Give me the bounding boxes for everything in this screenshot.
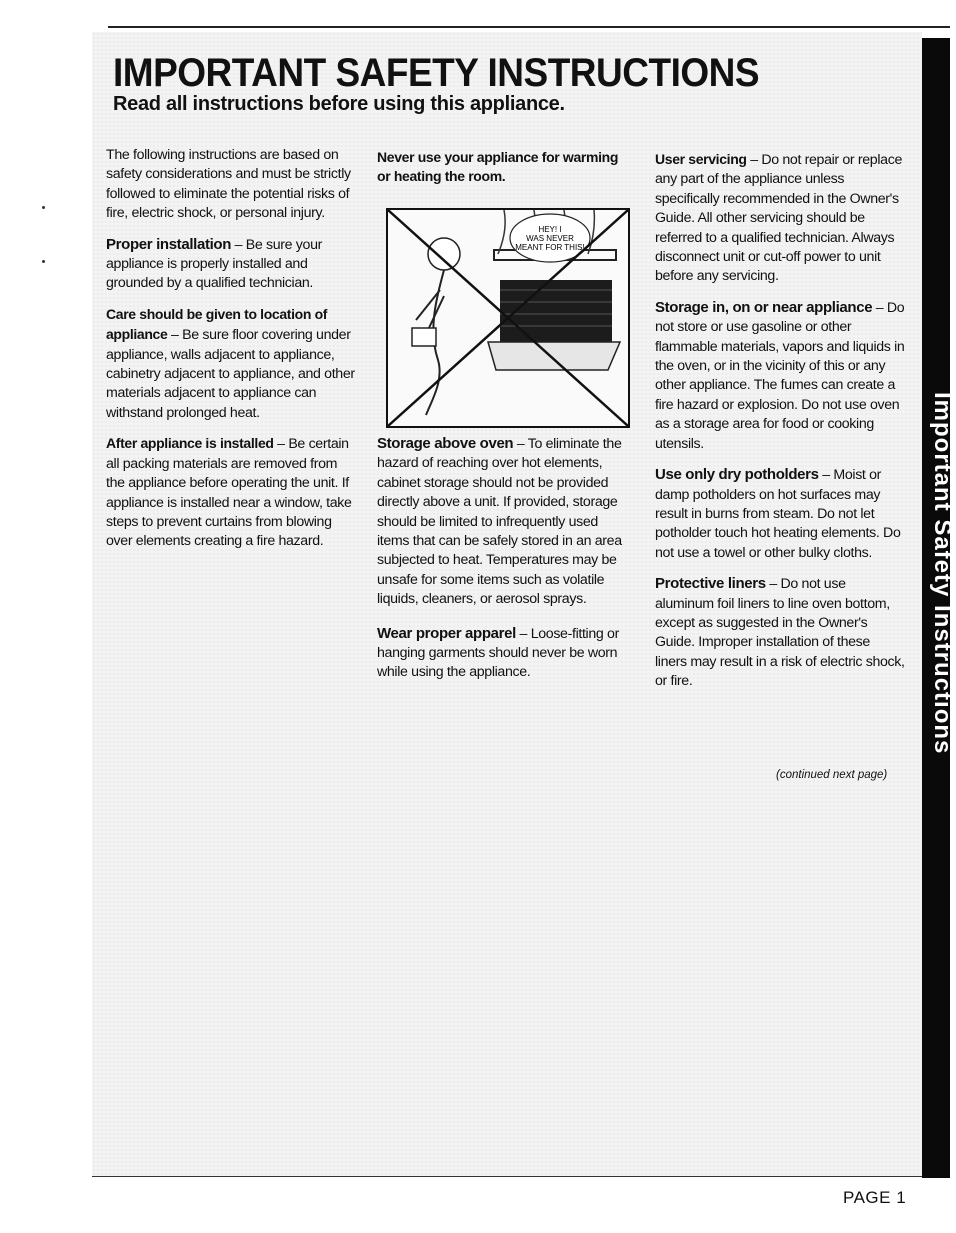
wear-apparel-heading: Wear proper apparel <box>377 624 516 642</box>
top-rule <box>108 26 950 28</box>
proper-installation-paragraph <box>106 235 356 294</box>
no-heating-illustration <box>386 208 630 428</box>
storage-above-paragraph <box>377 434 633 610</box>
figure-head <box>428 238 460 270</box>
after-installed-paragraph <box>106 434 356 551</box>
care-location-paragraph <box>106 305 356 423</box>
wear-apparel-body: – Loose-fitting or hanging garments should never be worn while using the appliance. <box>377 625 619 681</box>
margin-dot <box>42 206 45 209</box>
protective-liners-body: – Do not use aluminum foil liners to line oven bottom, except as suggested in the Owner's Guide. Improper installation of these liners may result in a risk of electric shock, or fire. <box>655 576 905 690</box>
user-servicing-heading: User servicing <box>655 151 747 167</box>
never-use-warning: Never use your appliance for warming or heating the room. <box>377 149 619 185</box>
continued-note: (continued next page) <box>776 769 888 781</box>
page-title: IMPORTANT SAFETY INSTRUCTIONS <box>113 50 760 95</box>
storage-in-paragraph <box>655 298 905 454</box>
margin-dot <box>42 260 45 263</box>
bottom-rule <box>92 1176 922 1177</box>
page-subtitle: Read all instructions before using this appliance. <box>113 93 565 115</box>
care-location-body: – Be sure floor covering under appliance, walls adjacent to appliance, cabinetry adjacent to appliance, and other materials adjacent to appliance can withstand prolonged heat. <box>106 327 355 421</box>
speech-text-line1: HEY! I <box>538 225 562 234</box>
after-installed-heading: After appliance is installed <box>106 435 274 452</box>
user-servicing-body: – Do not repair or replace any part of the appliance unless specifically recommended in the Owner's Guide. All other servicing should be referred to a qualified technician. Always disconnect unit or cut-off power to unit before any servicing. <box>655 152 902 285</box>
wear-apparel-paragraph <box>377 624 633 683</box>
storage-above-body: – To eliminate the hazard of reaching over hot elements, cabinet storage should not be provided directly above a unit. If provided, storage should be limited to infrequently used items that can be safely stored in an area subjected to heat. Temperatures may be unsafe for some items such as volatile liquids, cleaners, or aerosol sprays. <box>377 436 622 608</box>
column-1 <box>106 146 356 563</box>
dry-potholders-heading: Use only dry potholders <box>655 466 819 484</box>
intro-paragraph: The following instructions are based on safety considerations and must be strictly followed to eliminate the potential risks of fire, electric shock, or personal injury. <box>106 147 351 222</box>
after-installed-body: – Be certain all packing materials are removed from the appliance before operating the unit. If appliance is installed near a window, take steps to prevent curtains from blowing over elements creating a fire hazard. <box>106 436 352 550</box>
speech-text-line3: MEANT FOR THIS! <box>515 243 585 252</box>
side-tab-text: Important Safety Instructions <box>929 392 956 755</box>
proper-installation-body: – Be sure your appliance is properly installed and grounded by a qualified technician. <box>106 236 323 292</box>
care-location-heading: Care should be given to location of appliance <box>106 305 328 343</box>
speech-text-line2: WAS NEVER <box>526 234 574 243</box>
protective-liners-heading: Protective liners <box>655 575 766 593</box>
figure-arms <box>416 290 444 330</box>
user-servicing-paragraph <box>655 150 905 287</box>
side-tab <box>922 38 956 1178</box>
storage-in-body: – Do not store or use gasoline or other flammable materials, vapors and liquids in the oven, or in the vicinity of this or any other appliance. The fumes can create a fire hazard or explosion. Do not use oven as a storage area for food or cooking utensils. <box>655 299 905 452</box>
column-2 <box>377 148 633 198</box>
storage-above-heading: Storage above oven <box>377 435 514 452</box>
column-3 <box>655 150 905 703</box>
page-number: PAGE 1 <box>843 1188 907 1207</box>
protective-liners-paragraph <box>655 574 905 691</box>
storage-in-heading: Storage in, on or near appliance <box>655 298 873 316</box>
illustration-svg <box>388 210 628 426</box>
figure-book <box>412 328 436 346</box>
dry-potholders-paragraph <box>655 465 905 563</box>
proper-installation-heading: Proper installation <box>106 235 232 253</box>
oven-base <box>488 342 620 370</box>
column-2-lower <box>377 434 633 694</box>
dry-potholders-body: – Moist or damp potholders on hot surfaces may result in burns from steam. Do not let potholder touch hot heating elements. Do not use a towel or other bulky cloths. <box>655 467 901 561</box>
